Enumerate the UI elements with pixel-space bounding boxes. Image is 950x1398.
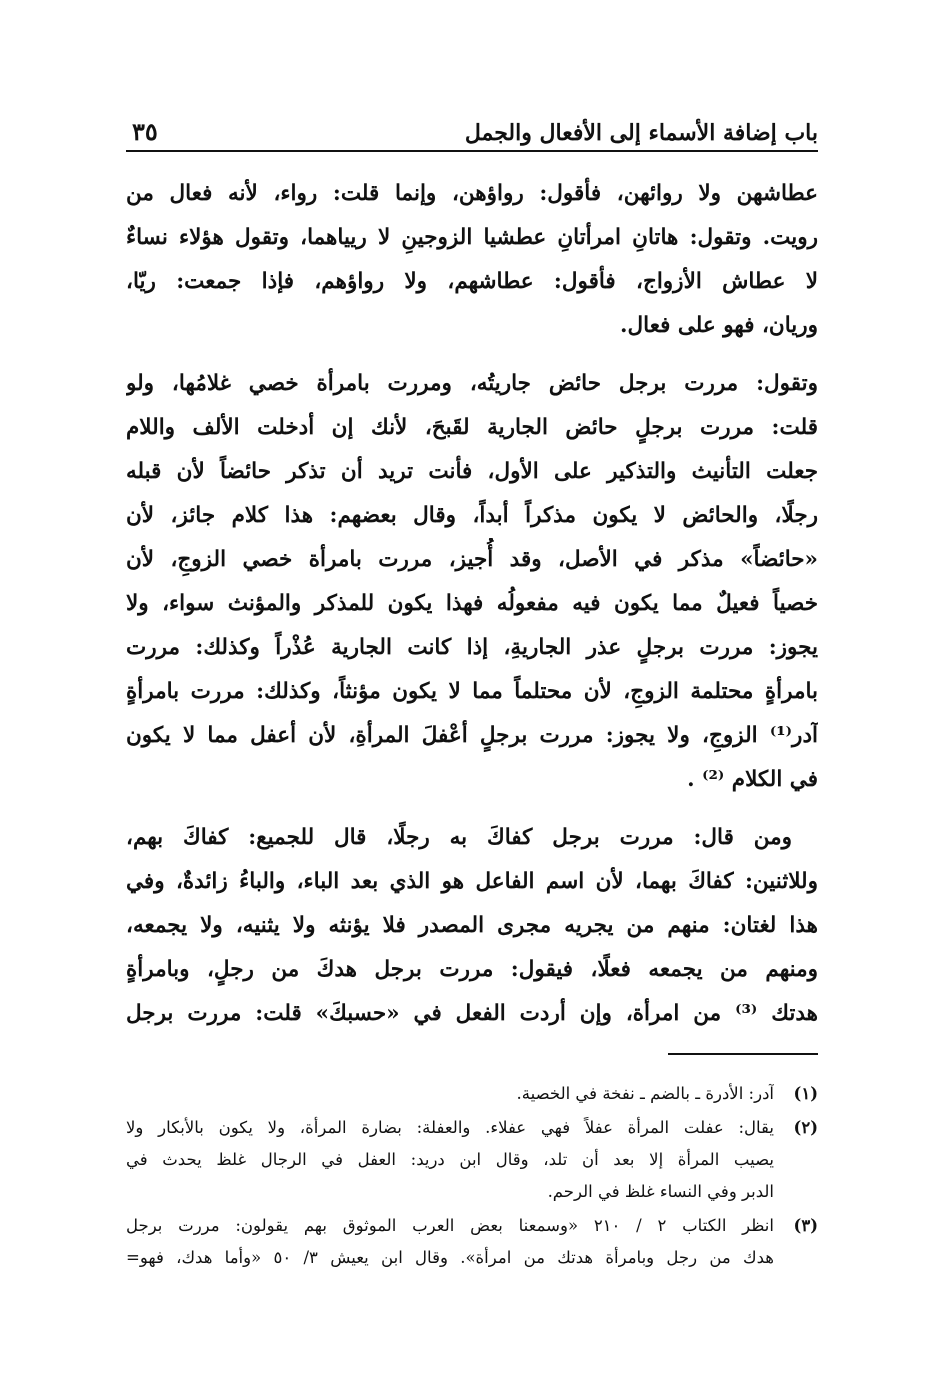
footnote-1 (126, 1078, 818, 1110)
footnote-line: هدك من رجل وبامرأة هدتك من امرأة». وقال ابن يعيش ٣/ ٥٠ «وأما هدك، فهو= (126, 1248, 774, 1267)
footnote-3 (126, 1210, 818, 1274)
footnote-number: (١) (793, 1084, 818, 1103)
text-line: في الكلام ⁽²⁾ . (687, 767, 818, 792)
text-line: آدر⁽¹⁾ الزوجِ، ولا يجوز: مررت برجلٍ أعْفلَ المرأةِ، لأن أعفل مما لا يكون (126, 723, 818, 748)
text-line: وتقول: مررت برجل حائض جاريتُه، ومررت بامرأة خصي غلامُها، ولو (126, 371, 818, 396)
text-line: قلت: مررت برجلٍ حائض الجارية لقَبحَ، لأنك إن أدخلت الألف واللام (126, 415, 818, 440)
footnote-number: (٣) (793, 1216, 818, 1235)
footnote-2 (126, 1112, 818, 1208)
footnote-line: آدر: الأدرة ـ بالضم ـ نفخة في الخصية. (516, 1084, 774, 1103)
footnote-line: انظر الكتاب ٢ / ٢١٠ «وسمعنا بعض العرب الموثوق بهم يقولون: مررت برجل (126, 1216, 774, 1235)
footnote-body (126, 1078, 774, 1110)
text-line: يجوز: مررت برجلٍ عذر الجاريةِ، إذا كانت الجارية عُذْراً وكذلك: مررت (126, 635, 818, 660)
footnote-line: يقال: عفلت المرأة عفلاً فهي عفلاء. والعفلة: بضارة المرأة، ولا يكون بالأبكار ولا (126, 1118, 774, 1137)
text-line: هذا لغتان: منهم من يجريه مجرى المصدر فلا يؤنثه ولا يثنيه، ولا يجمعه، (126, 913, 818, 938)
text-line: رجلًا، والحائض لا يكون مذكراً أبداً، وقال بعضهم: هذا كلام جائز، لأن (126, 503, 818, 528)
text-line: «حائضاً» مذكر في الأصل، وقد أُجيز، مررت بامرأة خصي الزوجِ، لأن (126, 547, 818, 572)
running-head: باب إضافة الأسماء إلى الأفعال والجمل (464, 120, 818, 146)
main-text (126, 172, 818, 1050)
text-line: جعلت التأنيث والتذكير على الأول، فأنت تريد أن تذكر حائضاً لأن قبله (126, 459, 818, 484)
footnote-body (126, 1112, 774, 1208)
text-line: رويت. وتقول: هاتانِ امرأتانِ عطشيا الزوجينِ لا ريياهما، وتقول هؤلاء نساءٌ (126, 225, 818, 250)
paragraph-3 (126, 816, 818, 1036)
page-number: ٣٥ (132, 117, 158, 146)
text-line: ومنهم من يجمعه فعلًا، فيقول: مررت برجل هدكَ من رجلٍ، وبامرأةٍ (126, 957, 818, 982)
footnote-number: (٢) (793, 1118, 818, 1137)
footnote-body (126, 1210, 774, 1274)
footnotes (126, 1078, 818, 1276)
paragraph-1 (126, 172, 818, 348)
page-header (126, 108, 818, 152)
paragraph-2 (126, 362, 818, 802)
text-line: خصياً فعيلٌ مما يكون فيه مفعولُه فهذا يكون للمذكر والمؤنث سواء، ولا (126, 591, 818, 616)
text-line: عطاشهن ولا روائهن، فأقول: رواؤهن، وإنما قلت: رواء، لأنه فعال من (126, 181, 818, 206)
text-line: لا عطاش الأزواج، فأقول: عطاشهم، ولا رواؤهم، فإذا جمعت: ريّا، (126, 269, 818, 294)
text-line: بامرأةٍ محتلمة الزوجِ، لأن محتلماً مما لا يكون مؤنثاً، وكذلك: مررت بامرأةٍ (126, 679, 818, 704)
footnote-divider (668, 1053, 818, 1055)
footnote-line: الدبر وفي النساء غلظ في الرحم. (547, 1182, 774, 1201)
text-line: هدتك ⁽³⁾ من امرأة، وإن أردت الفعل في «حسبكَ» قلت: مررت برجل (126, 1001, 818, 1026)
footnote-line: يصيب المرأة إلا بعد أن تلد، وقال ابن دريد: العفل في الرجال غلظ يحدث في (126, 1150, 774, 1169)
text-line: ومن قال: مررت برجل كفاكَ به رجلًا، قال للجميع: كفاكَ بهم، (126, 825, 792, 850)
text-line: وريان، فهو على فعال. (620, 313, 818, 338)
text-line: وللاثنين: كفاكَ بهما، لأن اسم الفاعل هو الذي بعد الباء، والباءُ زائدةٌ، وفي (126, 869, 818, 894)
